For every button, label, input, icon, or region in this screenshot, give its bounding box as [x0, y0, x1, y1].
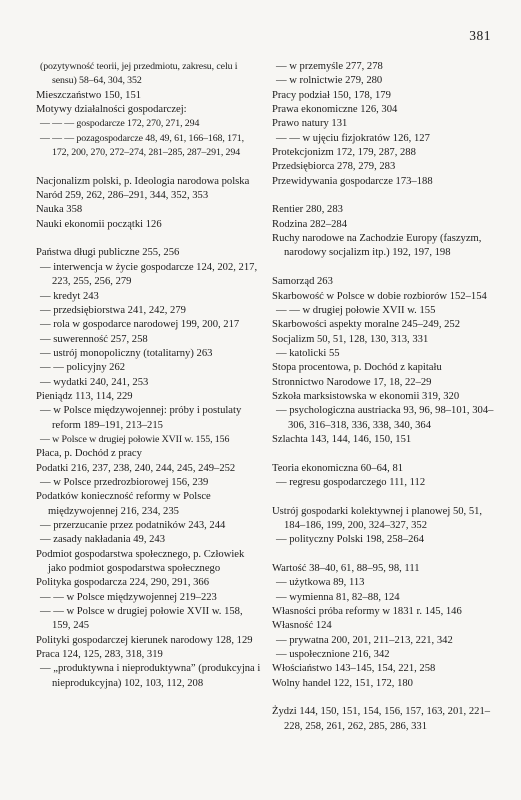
index-subentry: — — — gospodarcze 172, 270, 271, 294 [40, 118, 200, 130]
index-subentry: — — w Polsce międzywojennej 219–223 [40, 591, 217, 603]
index-subentry: — — w ujęciu fizjokratów 126, 127 [276, 132, 430, 144]
index-entry: Nacjonalizm polski, p. Ideologia narodowa polska [36, 175, 250, 187]
index-entry: Pracy podział 150, 178, 179 [272, 89, 391, 101]
index-subentry: — w Polsce w drugiej połowie XVII w. 155, 156 [40, 433, 230, 445]
index-entry: Rodzina 282–284 [272, 218, 348, 230]
index-entry: Podatków konieczność reformy w Polsce międzywojennej 216, 234, 235 [36, 491, 211, 517]
index-subentry: — przedsiębiorstwa 241, 242, 279 [40, 304, 186, 316]
index-subentry: — interwencja w życie gospodarcze 124, 202, 217, 223, 255, 256, 279 [40, 261, 258, 288]
index-subentry: — przerzucanie przez podatników 243, 244 [40, 520, 226, 531]
index-entry: Teoria ekonomiczna 60–64, 81 [272, 462, 404, 474]
index-subentry: — zasady nakładania 49, 243 [40, 534, 166, 546]
index-subentry: — — w Polsce w drugiej połowie XVII w. 158, 159, 245 [40, 606, 243, 632]
index-subentry: — — — pozagospodarcze 48, 49, 61, 166–168, 171, 172, 200, 270, 272–274, 281–285, 287–291, 294 [40, 132, 245, 159]
entry-gap [272, 490, 500, 504]
index-entry: Rentier 280, 283 [272, 204, 343, 216]
index-subentry: — w przemyśle 277, 278 [276, 61, 383, 72]
index-subentry: — ustrój monopoliczny (totalitarny) 263 [40, 347, 213, 359]
index-entry: Motywy działalności gospodarczej: [36, 104, 187, 116]
index-entry: Szkoła marksistowska w ekonomii 319, 320 [272, 390, 460, 402]
index-subentry: — wymienna 81, 82–88, 124 [276, 591, 400, 603]
index-entry: Stronnictwo Narodowe 17, 18, 22–29 [272, 376, 432, 388]
index-entry: Ustrój gospodarki kolektywnej i planowej 50, 51, 184–186, 199, 200, 324–327, 352 [272, 505, 483, 531]
index-subentry: — suwerenność 257, 258 [40, 333, 148, 345]
index-entry: Podatki 216, 237, 238, 240, 244, 245, 249–252 [36, 462, 236, 474]
index-entry: Wolny handel 122, 151, 172, 180 [272, 677, 413, 689]
index-entry: Prawo natury 131 [272, 118, 348, 130]
index-column-right [272, 60, 500, 734]
entry-gap [272, 261, 500, 275]
index-subentry: — regresu gospodarczego 111, 112 [276, 476, 426, 488]
index-subentry: — katolicki 55 [276, 347, 340, 359]
index-entry: Własności próba reformy w 1831 r. 145, 146 [272, 606, 462, 618]
index-subentry: — rola w gospodarce narodowej 199, 200, 217 [40, 319, 240, 331]
index-entry: Pieniądz 113, 114, 229 [36, 390, 133, 402]
index-entry: Przedsiębiorca 278, 279, 283 [272, 161, 396, 173]
index-subentry: — psychologiczna austriacka 93, 96, 98–101, 304–306, 316–318, 336, 338, 340, 364 [276, 405, 494, 431]
index-subentry: — wydatki 240, 241, 253 [40, 376, 149, 388]
index-subentry: — uspołecznione 216, 342 [276, 649, 390, 661]
index-subentry: — użytkowa 89, 113 [276, 577, 365, 589]
index-entry: Państwa długi publiczne 255, 256 [36, 247, 180, 259]
entry-gap [36, 160, 262, 174]
index-subentry: — w rolnictwie 279, 280 [276, 75, 383, 87]
index-subentry: — — policyjny 262 [40, 362, 126, 374]
index-entry: Skarbowości aspekty moralne 245–249, 252 [272, 319, 461, 331]
index-subentry: — — w drugiej połowie XVII w. 155 [276, 304, 436, 316]
index-entry: Samorząd 263 [272, 276, 333, 288]
index-entry: Nauki ekonomii początki 126 [36, 218, 162, 230]
entry-gap [272, 189, 500, 203]
entry-gap [272, 691, 500, 705]
index-entry: Polityki gospodarczej kierunek narodowy 128, 129 [36, 634, 253, 646]
index-subentry: — w Polsce przedrozbiorowej 156, 239 [40, 476, 209, 488]
index-entry: Przewidywania gospodarcze 173–188 [272, 175, 433, 187]
index-entry: Naród 259, 262, 286–291, 344, 352, 353 [36, 190, 209, 202]
index-entry: Płaca, p. Dochód z pracy [36, 448, 142, 460]
index-subentry: — w Polsce międzywojennej: próby i postulaty reform 189–191, 213–215 [40, 405, 242, 431]
index-entry: Ruchy narodowe na Zachodzie Europy (faszyzm, narodowy socjalizm itp.) 192, 197, 198 [272, 233, 482, 259]
entry-gap [36, 232, 262, 246]
index-entry: Własność 124 [272, 620, 332, 632]
index-subentry: — polityczny Polski 198, 258–264 [276, 534, 425, 546]
index-entry: Praca 124, 125, 283, 318, 319 [36, 649, 163, 661]
index-entry: Protekcjonizm 172, 179, 287, 288 [272, 147, 416, 159]
index-column-left [36, 60, 262, 691]
index-entry: Wartość 38–40, 61, 88–95, 98, 111 [272, 563, 420, 575]
index-entry: Prawa ekonomiczne 126, 304 [272, 104, 398, 116]
entry-gap [272, 548, 500, 562]
index-entry: Podmiot gospodarstwa społecznego, p. Człowiek jako podmiot gospodarstwa społecznego [36, 548, 245, 575]
page-number: 381 [469, 28, 491, 43]
index-subentry: — „produktywna i nieproduktywna” (produkcyjna i nieprodukcyjna) 102, 103, 112, 208 [40, 663, 261, 689]
entry-gap [272, 447, 500, 461]
index-subentry: — kredyt 243 [40, 290, 99, 302]
index-subentry: — prywatna 200, 201, 211–213, 221, 342 [276, 634, 453, 646]
index-entry: Socjalizm 50, 51, 128, 130, 313, 331 [272, 333, 429, 345]
index-entry: Nauka 358 [36, 204, 83, 216]
index-entry: Skarbowość w Polsce w dobie rozbiorów 152–154 [272, 290, 487, 302]
index-entry: Polityka gospodarcza 224, 290, 291, 366 [36, 577, 210, 589]
index-entry: Stopa procentowa, p. Dochód z kapitału [272, 362, 442, 374]
index-entry: Żydzi 144, 150, 151, 154, 156, 157, 163, 201, 221–228, 258, 261, 262, 285, 286, 331 [272, 706, 491, 732]
index-entry: Szlachta 143, 144, 146, 150, 151 [272, 433, 412, 445]
index-entry: Mieszczaństwo 150, 151 [36, 89, 142, 101]
index-entry: Włościaństwo 143–145, 154, 221, 258 [272, 663, 436, 675]
index-subentry: (pozytywność teorii, jej przedmiotu, zakresu, celu i sensu) 58–64, 304, 352 [40, 61, 238, 87]
